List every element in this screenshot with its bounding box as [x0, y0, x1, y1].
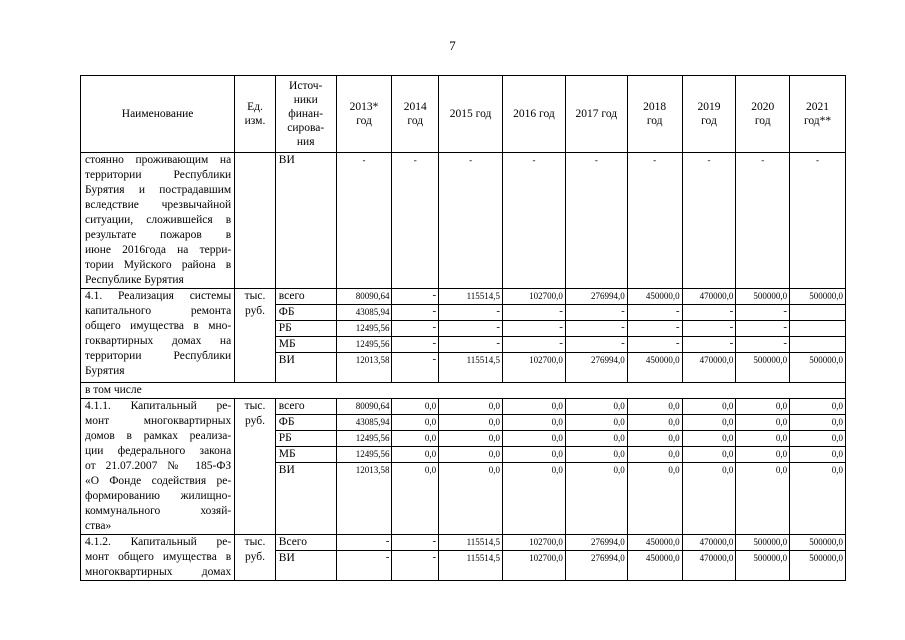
value-cell — [790, 337, 846, 353]
value-cell: 0,0 — [682, 415, 736, 431]
header-year-line: 2017 год — [575, 108, 618, 120]
header-year-line: год — [754, 115, 771, 127]
value-cell: 0,0 — [503, 431, 566, 447]
value-cell: 0,0 — [682, 463, 736, 535]
value-cell: 43085,94 — [336, 415, 392, 431]
value-cell: - — [736, 153, 790, 289]
header-year-line: год — [646, 115, 663, 127]
header-year-line: год** — [803, 115, 832, 127]
value-cell: - — [392, 551, 439, 581]
row-name — [81, 289, 235, 383]
header-year-line: 2013* — [349, 101, 379, 113]
source-cell: Всего — [275, 535, 336, 551]
header-row — [81, 76, 846, 153]
header-year — [503, 76, 566, 153]
value-cell: 470000,0 — [682, 353, 736, 383]
value-cell: 102700,0 — [503, 535, 566, 551]
value-cell: 0,0 — [439, 415, 503, 431]
unit-line: руб. — [245, 415, 265, 427]
row-continued — [81, 153, 846, 289]
value-cell: - — [682, 305, 736, 321]
value-cell: 102700,0 — [503, 551, 566, 581]
header-unit-line: Ед. — [247, 101, 263, 113]
value-cell: 0,0 — [790, 399, 846, 415]
value-cell: - — [503, 337, 566, 353]
header-year — [336, 76, 392, 153]
unit-line: руб. — [245, 305, 265, 317]
value-cell: - — [682, 337, 736, 353]
name-line: тории Муйского района в — [85, 259, 232, 271]
value-cell: 276994,0 — [565, 551, 627, 581]
name-line: коммунального хозяй- — [85, 505, 232, 517]
value-cell: 12495,56 — [336, 431, 392, 447]
value-cell: 500000,0 — [736, 289, 790, 305]
unit-line: тыс. — [244, 400, 266, 412]
name-line: общего имущества в мно- — [85, 320, 232, 332]
unit-line: тыс. — [244, 290, 266, 302]
source-cell: ВИ — [275, 353, 336, 383]
value-cell: - — [392, 337, 439, 353]
header-year-line: 2020 — [751, 101, 775, 113]
value-cell: - — [627, 305, 682, 321]
value-cell: 276994,0 — [565, 535, 627, 551]
value-cell: 470000,0 — [682, 551, 736, 581]
name-line: территории Республики — [85, 169, 232, 181]
name-line: территории Республики — [85, 350, 232, 362]
value-cell: - — [392, 153, 439, 289]
header-year-line: 2018 — [643, 101, 667, 113]
header-year-line: 2019 — [697, 101, 721, 113]
name-line: стоянно проживающим на — [85, 154, 232, 166]
header-unit-line: изм. — [244, 115, 266, 127]
name-line: 4.1. Реализация системы — [85, 290, 232, 302]
value-cell: 115514,5 — [439, 353, 503, 383]
value-cell: 0,0 — [627, 447, 682, 463]
value-cell: 0,0 — [736, 447, 790, 463]
value-cell: 102700,0 — [503, 353, 566, 383]
header-source-line: сирова- — [287, 122, 325, 134]
source-cell: ВИ — [275, 551, 336, 581]
name-line: ства» — [85, 520, 112, 532]
value-cell: - — [439, 153, 503, 289]
value-cell: - — [682, 153, 736, 289]
value-cell: 450000,0 — [627, 551, 682, 581]
value-cell: - — [392, 535, 439, 551]
value-cell: - — [336, 535, 392, 551]
row-4-1 — [81, 289, 846, 305]
name-line: вследствие чрезвычайной — [85, 199, 232, 211]
name-line: гоквартирных домах на — [85, 335, 232, 347]
value-cell — [790, 321, 846, 337]
row-name — [81, 399, 235, 535]
value-cell — [790, 305, 846, 321]
name-line: Бурятия — [85, 365, 125, 377]
header-year-line: год — [407, 115, 424, 127]
row-name — [81, 535, 235, 581]
name-line: результате пожаров в — [85, 229, 232, 241]
value-cell: 102700,0 — [503, 289, 566, 305]
value-cell: - — [439, 305, 503, 321]
value-cell: - — [565, 337, 627, 353]
budget-table — [80, 75, 846, 581]
source-cell: всего — [275, 289, 336, 305]
name-line: капитального ремонта — [85, 305, 232, 317]
value-cell: 0,0 — [736, 415, 790, 431]
header-year-line: 2015 год — [449, 108, 492, 120]
value-cell: - — [565, 153, 627, 289]
value-cell: - — [736, 337, 790, 353]
unit-line: руб. — [245, 551, 265, 563]
value-cell: - — [682, 321, 736, 337]
value-cell: 0,0 — [736, 399, 790, 415]
name-line: Бурятия и пострадавшим — [85, 184, 232, 196]
value-cell: 43085,94 — [336, 305, 392, 321]
value-cell: 470000,0 — [682, 289, 736, 305]
value-cell: 450000,0 — [627, 353, 682, 383]
value-cell: 115514,5 — [439, 535, 503, 551]
source-cell: ВИ — [275, 463, 336, 535]
value-cell: - — [627, 321, 682, 337]
value-cell: 12495,56 — [336, 447, 392, 463]
header-year — [392, 76, 439, 153]
value-cell: 0,0 — [392, 431, 439, 447]
in-that-number: в том числе — [81, 383, 846, 399]
name-line: от 21.07.2007 № 185-ФЗ — [85, 460, 232, 472]
value-cell: 500000,0 — [790, 551, 846, 581]
header-source-line: ники — [293, 94, 318, 106]
value-cell: 0,0 — [392, 447, 439, 463]
value-cell: - — [736, 321, 790, 337]
name-line: монт многоквартирных — [85, 415, 232, 427]
value-cell: - — [503, 305, 566, 321]
value-cell: 500000,0 — [790, 535, 846, 551]
value-cell: 80090,64 — [336, 289, 392, 305]
value-cell: 0,0 — [439, 463, 503, 535]
header-source-line: ния — [296, 136, 315, 148]
value-cell: - — [503, 153, 566, 289]
unit-cell — [235, 289, 276, 383]
header-year-line: 2016 год — [513, 108, 555, 120]
value-cell: 0,0 — [627, 463, 682, 535]
value-cell: - — [336, 153, 392, 289]
name-line: формированию жилищно- — [85, 490, 232, 502]
value-cell: 500000,0 — [736, 353, 790, 383]
header-year-line: год — [356, 115, 372, 127]
header-source-line: Источ- — [289, 80, 323, 92]
value-cell: 0,0 — [565, 399, 627, 415]
header-year — [627, 76, 682, 153]
header-year — [565, 76, 627, 153]
value-cell: 0,0 — [392, 463, 439, 535]
value-cell: 0,0 — [790, 431, 846, 447]
header-source-line: финан- — [288, 108, 324, 120]
value-cell: 0,0 — [503, 399, 566, 415]
value-cell: 0,0 — [439, 399, 503, 415]
header-year-line: год — [701, 115, 717, 127]
value-cell: 12495,56 — [336, 321, 392, 337]
value-cell: 500000,0 — [736, 551, 790, 581]
value-cell: - — [627, 337, 682, 353]
header-source — [275, 76, 336, 153]
source-cell: ФБ — [275, 305, 336, 321]
value-cell: 0,0 — [392, 415, 439, 431]
name-line: ции федерального закона — [85, 445, 232, 457]
source-cell: РБ — [275, 321, 336, 337]
value-cell: 500000,0 — [790, 289, 846, 305]
header-unit — [235, 76, 276, 153]
value-cell: 0,0 — [790, 463, 846, 535]
value-cell: 0,0 — [790, 415, 846, 431]
value-cell: - — [439, 321, 503, 337]
value-cell: - — [392, 305, 439, 321]
header-year-line: 2021 — [806, 101, 830, 113]
value-cell: 0,0 — [565, 431, 627, 447]
name-line: домов в рамках реализа- — [85, 430, 232, 442]
value-cell: - — [790, 153, 846, 289]
value-cell: - — [392, 353, 439, 383]
value-cell: 0,0 — [565, 447, 627, 463]
value-cell: 80090,64 — [336, 399, 392, 415]
name-line: 4.1.1. Капитальный ре- — [85, 400, 232, 412]
name-line: монт общего имущества в — [85, 551, 232, 563]
value-cell: 0,0 — [439, 447, 503, 463]
value-cell: 0,0 — [627, 399, 682, 415]
row-4-1-1 — [81, 399, 846, 415]
value-cell: 0,0 — [503, 415, 566, 431]
value-cell: 470000,0 — [682, 535, 736, 551]
value-cell: 0,0 — [565, 415, 627, 431]
row-in-that-number — [81, 383, 846, 399]
header-name: Наименование — [81, 76, 235, 153]
source-cell: МБ — [275, 337, 336, 353]
unit-line: тыс. — [244, 536, 266, 548]
header-year — [790, 76, 846, 153]
value-cell: 450000,0 — [627, 289, 682, 305]
value-cell: - — [736, 305, 790, 321]
source-cell: ФБ — [275, 415, 336, 431]
name-line: «О Фонде содействия ре- — [85, 475, 232, 487]
source-cell: РБ — [275, 431, 336, 447]
name-line: ситуации, сложившейся в — [85, 214, 232, 226]
value-cell: 0,0 — [736, 431, 790, 447]
value-cell: 0,0 — [736, 463, 790, 535]
value-cell: 0,0 — [682, 447, 736, 463]
value-cell: - — [336, 551, 392, 581]
source-cell: ВИ — [275, 153, 336, 289]
value-cell: 12495,56 — [336, 337, 392, 353]
value-cell: - — [439, 337, 503, 353]
value-cell: - — [392, 289, 439, 305]
value-cell: 0,0 — [392, 399, 439, 415]
header-year-line: 2014 — [403, 101, 427, 113]
value-cell: 115514,5 — [439, 551, 503, 581]
value-cell: 0,0 — [627, 431, 682, 447]
source-cell: МБ — [275, 447, 336, 463]
value-cell: - — [627, 153, 682, 289]
value-cell: - — [392, 321, 439, 337]
value-cell: 0,0 — [790, 447, 846, 463]
value-cell: 0,0 — [503, 463, 566, 535]
header-year — [736, 76, 790, 153]
value-cell: 0,0 — [682, 399, 736, 415]
value-cell: - — [565, 321, 627, 337]
name-line: 4.1.2. Капитальный ре- — [85, 536, 232, 548]
value-cell: 0,0 — [682, 431, 736, 447]
row-name — [81, 153, 235, 289]
value-cell: 276994,0 — [565, 289, 627, 305]
unit-cell — [235, 535, 276, 581]
value-cell: 500000,0 — [790, 353, 846, 383]
header-year — [439, 76, 503, 153]
page-number: 7 — [449, 38, 456, 53]
value-cell: 12013,58 — [336, 353, 392, 383]
value-cell: - — [565, 305, 627, 321]
unit-cell — [235, 399, 276, 535]
row-4-1-2 — [81, 535, 846, 551]
value-cell: 0,0 — [503, 447, 566, 463]
value-cell: 0,0 — [565, 463, 627, 535]
name-line: многоквартирных домах — [85, 566, 232, 578]
value-cell: - — [503, 321, 566, 337]
value-cell: 115514,5 — [439, 289, 503, 305]
source-cell: всего — [275, 399, 336, 415]
name-line: июне 2016года на терри- — [85, 244, 232, 256]
header-year — [682, 76, 736, 153]
value-cell: 0,0 — [627, 415, 682, 431]
value-cell: 500000,0 — [736, 535, 790, 551]
value-cell: 276994,0 — [565, 353, 627, 383]
name-line: Республике Бурятия — [85, 274, 184, 286]
value-cell: 450000,0 — [627, 535, 682, 551]
value-cell: 0,0 — [439, 431, 503, 447]
value-cell: 12013,58 — [336, 463, 392, 535]
unit-cell — [235, 153, 276, 289]
